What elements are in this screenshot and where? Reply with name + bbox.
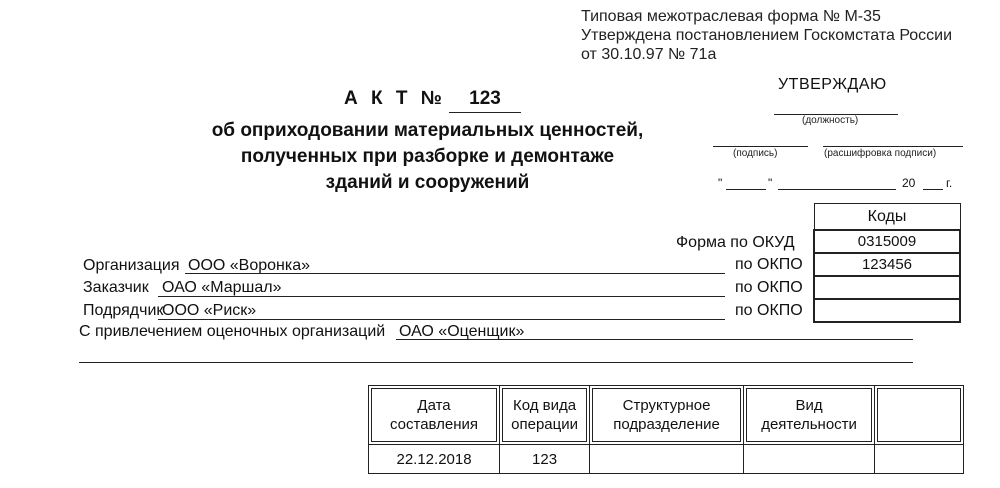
customer-line xyxy=(158,296,725,297)
org-okpo-label: по ОКПО xyxy=(735,256,803,273)
date-year-line[interactable] xyxy=(923,189,943,190)
date-day-line[interactable] xyxy=(726,189,766,190)
document-table xyxy=(368,385,964,474)
form-note xyxy=(581,7,952,64)
appraiser-value[interactable]: ОАО «Оценщик» xyxy=(399,323,525,340)
contractor-value[interactable]: ООО «Риск» xyxy=(162,302,257,319)
subtitle-line: об оприходовании материальных ценностей, xyxy=(211,120,644,141)
codes-header: Коды xyxy=(814,204,960,231)
cell-date[interactable]: 22.12.2018 xyxy=(369,445,500,474)
form-note-line: Типовая межотраслевая форма № М-35 xyxy=(581,8,881,25)
okud-label: Форма по ОКУД xyxy=(676,234,795,251)
subtitle-line: полученных при разборке и демонтаже xyxy=(240,146,615,167)
act-number-underline xyxy=(449,112,521,113)
act-subtitle xyxy=(160,118,695,196)
signature-line[interactable] xyxy=(713,146,808,147)
appraiser-line xyxy=(396,339,913,340)
organization-line xyxy=(185,273,725,274)
header-date: Дата составления xyxy=(369,386,500,445)
header-structural-unit: Структурное подразделение xyxy=(590,386,744,445)
contractor-okpo-code[interactable] xyxy=(814,299,960,322)
organization-label: Организация xyxy=(83,257,180,274)
okud-code[interactable]: 0315009 xyxy=(814,230,960,253)
date-quote-open: " xyxy=(718,176,723,190)
form-note-line: Утверждена постановлением Госкомстата России xyxy=(581,27,953,44)
act-number: 123 xyxy=(469,88,501,109)
contractor-okpo-label: по ОКПО xyxy=(735,302,803,319)
organization-value[interactable]: ООО «Воронка» xyxy=(188,257,311,274)
subtitle-line: зданий и сооружений xyxy=(325,172,530,193)
org-okpo-code[interactable]: 123456 xyxy=(814,253,960,276)
appraiser-extra-line xyxy=(79,362,913,363)
contractor-label: Подрядчик xyxy=(83,302,164,319)
header-operation-code: Код вида операции xyxy=(500,386,590,445)
date-year-suffix: г. xyxy=(946,176,953,190)
header-extra xyxy=(875,386,964,445)
table-row xyxy=(369,445,964,474)
table-header-row xyxy=(369,386,964,445)
header-activity: Вид деятельности xyxy=(744,386,875,445)
decode-line[interactable] xyxy=(823,146,963,147)
cell-operation-code[interactable]: 123 xyxy=(500,445,590,474)
codes-table xyxy=(813,203,961,323)
cell-structural-unit[interactable] xyxy=(590,445,744,474)
approval-title: УТВЕРЖДАЮ xyxy=(778,76,887,93)
act-label: А К Т № xyxy=(344,88,446,109)
position-caption: (должность) xyxy=(802,115,859,126)
decode-caption: (расшифровка подписи) xyxy=(824,148,937,159)
customer-value[interactable]: ОАО «Маршал» xyxy=(162,279,282,296)
signature-caption: (подпись) xyxy=(733,148,778,159)
appraiser-label: С привлечением оценочных организаций xyxy=(79,323,386,340)
contractor-line xyxy=(158,319,725,320)
date-month-line[interactable] xyxy=(778,189,896,190)
customer-okpo-code[interactable] xyxy=(814,276,960,299)
customer-okpo-label: по ОКПО xyxy=(735,279,803,296)
customer-label: Заказчик xyxy=(83,279,149,296)
date-year-prefix: 20 xyxy=(902,176,916,190)
form-note-line: от 30.10.97 № 71а xyxy=(581,46,717,63)
date-quote-close: " xyxy=(768,176,773,190)
cell-extra[interactable] xyxy=(875,445,964,474)
cell-activity[interactable] xyxy=(744,445,875,474)
